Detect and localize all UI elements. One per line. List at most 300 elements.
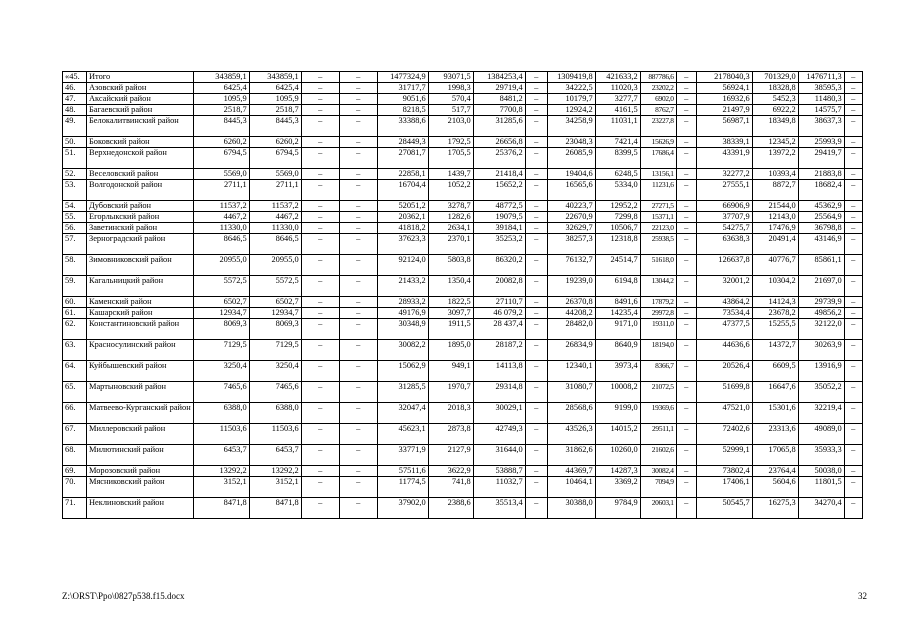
table-row <box>63 83 863 94</box>
cell-c6: 1792,5 <box>428 137 473 148</box>
cell-c11: 13156,1 <box>640 169 676 180</box>
table-row <box>63 308 863 319</box>
district-name: Белокалитвинский район <box>87 116 194 137</box>
cell-c8: – <box>525 276 547 297</box>
cell-c12: – <box>676 319 696 340</box>
row-number: 60. <box>63 297 87 308</box>
cell-c9: 28568,6 <box>547 403 595 424</box>
cell-c12: – <box>676 424 696 445</box>
cell-c3: – <box>301 276 339 297</box>
cell-c1: 5572,5 <box>193 276 249 297</box>
cell-c6: 1998,3 <box>428 83 473 94</box>
cell-c2: 7129,5 <box>249 340 301 361</box>
cell-c14: 14124,3 <box>752 297 798 308</box>
cell-c6: 1970,7 <box>428 382 473 403</box>
cell-c3: – <box>301 223 339 234</box>
cell-c15: 13916,9 <box>798 361 844 382</box>
cell-c4: – <box>339 498 377 519</box>
cell-c13: 32277,2 <box>696 169 752 180</box>
footer-page-number: 32 <box>858 591 867 601</box>
cell-c14: 12143,0 <box>752 212 798 223</box>
cell-c2: 8471,8 <box>249 498 301 519</box>
cell-c1: 7465,6 <box>193 382 249 403</box>
row-number: 50. <box>63 137 87 148</box>
cell-c13: 72402,6 <box>696 424 752 445</box>
cell-c6: 1822,5 <box>428 297 473 308</box>
cell-c1: 6425,4 <box>193 83 249 94</box>
district-name: Итого <box>87 72 194 83</box>
cell-c7: 31644,0 <box>473 445 525 466</box>
cell-c1: 7129,5 <box>193 340 249 361</box>
cell-c3: – <box>301 340 339 361</box>
cell-c14: 16647,6 <box>752 382 798 403</box>
cell-c9: 43526,3 <box>547 424 595 445</box>
cell-c16: – <box>844 116 862 137</box>
cell-c6: 1052,2 <box>428 180 473 201</box>
cell-c13: 50545,7 <box>696 498 752 519</box>
cell-c8: – <box>525 223 547 234</box>
cell-c4: – <box>339 223 377 234</box>
cell-c10: 14287,3 <box>595 466 640 477</box>
cell-c12: – <box>676 137 696 148</box>
cell-c16: – <box>844 255 862 276</box>
cell-c4: – <box>339 234 377 255</box>
cell-c12: – <box>676 255 696 276</box>
cell-c1: 6794,5 <box>193 148 249 169</box>
cell-c8: – <box>525 308 547 319</box>
cell-c8: – <box>525 201 547 212</box>
cell-c10: 14015,2 <box>595 424 640 445</box>
cell-c11: 27271,5 <box>640 201 676 212</box>
cell-c7: 14113,8 <box>473 361 525 382</box>
district-name: Веселовский район <box>87 169 194 180</box>
cell-c15: 29419,7 <box>798 148 844 169</box>
table-row <box>63 234 863 255</box>
cell-c6: 2873,8 <box>428 424 473 445</box>
cell-c11: 51618,0 <box>640 255 676 276</box>
cell-c6: 3622,9 <box>428 466 473 477</box>
table-row <box>63 382 863 403</box>
cell-c15: 35052,2 <box>798 382 844 403</box>
cell-c12: – <box>676 382 696 403</box>
row-number: «45. <box>63 72 87 83</box>
cell-c9: 26834,9 <box>547 340 595 361</box>
cell-c15: 36798,8 <box>798 223 844 234</box>
cell-c6: 1895,0 <box>428 340 473 361</box>
cell-c10: 4161,5 <box>595 105 640 116</box>
cell-c14: 15301,6 <box>752 403 798 424</box>
cell-c13: 47377,5 <box>696 319 752 340</box>
cell-c13: 21497,9 <box>696 105 752 116</box>
row-number: 56. <box>63 223 87 234</box>
cell-c10: 5334,0 <box>595 180 640 201</box>
cell-c4: – <box>339 276 377 297</box>
district-name: Миллеровский район <box>87 424 194 445</box>
cell-c11: 29511,1 <box>640 424 676 445</box>
cell-c9: 30388,0 <box>547 498 595 519</box>
cell-c4: – <box>339 308 377 319</box>
cell-c6: 3278,7 <box>428 201 473 212</box>
cell-c8: – <box>525 83 547 94</box>
cell-c1: 6453,7 <box>193 445 249 466</box>
cell-c15: 50038,0 <box>798 466 844 477</box>
cell-c2: 6502,7 <box>249 297 301 308</box>
cell-c7: 8481,2 <box>473 94 525 105</box>
cell-c8: – <box>525 180 547 201</box>
cell-c9: 40223,7 <box>547 201 595 212</box>
cell-c9: 16565,6 <box>547 180 595 201</box>
cell-c3: – <box>301 116 339 137</box>
cell-c5: 31285,5 <box>377 382 428 403</box>
cell-c16: – <box>844 72 862 83</box>
cell-c14: 17476,9 <box>752 223 798 234</box>
table-row <box>63 116 863 137</box>
cell-c7: 27110,7 <box>473 297 525 308</box>
cell-c16: – <box>844 83 862 94</box>
cell-c4: – <box>339 105 377 116</box>
row-number: 63. <box>63 340 87 361</box>
cell-c4: – <box>339 477 377 498</box>
table-row <box>63 424 863 445</box>
cell-c8: – <box>525 169 547 180</box>
table-row <box>63 148 863 169</box>
cell-c10: 421633,2 <box>595 72 640 83</box>
cell-c13: 2178040,3 <box>696 72 752 83</box>
row-number: 70. <box>63 477 87 498</box>
table-row <box>63 297 863 308</box>
district-name: Красносулинский район <box>87 340 194 361</box>
cell-c11: 20603,1 <box>640 498 676 519</box>
cell-c2: 3250,4 <box>249 361 301 382</box>
cell-c6: 2103,0 <box>428 116 473 137</box>
cell-c2: 8445,3 <box>249 116 301 137</box>
cell-c11: 18194,0 <box>640 340 676 361</box>
row-number: 48. <box>63 105 87 116</box>
cell-c11: 30082,4 <box>640 466 676 477</box>
cell-c13: 56924,1 <box>696 83 752 94</box>
table-row <box>63 105 863 116</box>
cell-c2: 2711,1 <box>249 180 301 201</box>
cell-c16: – <box>844 234 862 255</box>
cell-c1: 20955,0 <box>193 255 249 276</box>
cell-c16: – <box>844 403 862 424</box>
cell-c6: 2127,9 <box>428 445 473 466</box>
cell-c2: 4467,2 <box>249 212 301 223</box>
cell-c9: 44369,7 <box>547 466 595 477</box>
row-number: 58. <box>63 255 87 276</box>
cell-c1: 343859,1 <box>193 72 249 83</box>
cell-c10: 6248,5 <box>595 169 640 180</box>
cell-c15: 25564,9 <box>798 212 844 223</box>
cell-c16: – <box>844 137 862 148</box>
row-number: 52. <box>63 169 87 180</box>
cell-c14: 23678,2 <box>752 308 798 319</box>
cell-c15: 11801,5 <box>798 477 844 498</box>
cell-c5: 27081,7 <box>377 148 428 169</box>
cell-c7: 29314,8 <box>473 382 525 403</box>
cell-c11: 887786,6 <box>640 72 676 83</box>
cell-c8: – <box>525 382 547 403</box>
cell-c12: – <box>676 477 696 498</box>
district-name: Егорлыкский район <box>87 212 194 223</box>
cell-c14: 5604,6 <box>752 477 798 498</box>
cell-c13: 38339,1 <box>696 137 752 148</box>
cell-c8: – <box>525 105 547 116</box>
cell-c12: – <box>676 308 696 319</box>
district-name: Верхнедонской район <box>87 148 194 169</box>
district-name: Морозовский район <box>87 466 194 477</box>
cell-c6: 949,1 <box>428 361 473 382</box>
cell-c3: – <box>301 382 339 403</box>
cell-c6: 5803,8 <box>428 255 473 276</box>
cell-c3: – <box>301 148 339 169</box>
cell-c13: 17406,1 <box>696 477 752 498</box>
cell-c4: – <box>339 424 377 445</box>
cell-c14: 18328,8 <box>752 83 798 94</box>
cell-c1: 4467,2 <box>193 212 249 223</box>
cell-c15: 14575,7 <box>798 105 844 116</box>
district-name: Милютинский район <box>87 445 194 466</box>
cell-c1: 5569,0 <box>193 169 249 180</box>
cell-c13: 66906,9 <box>696 201 752 212</box>
district-name: Азовский район <box>87 83 194 94</box>
cell-c6: 2018,3 <box>428 403 473 424</box>
cell-c3: – <box>301 72 339 83</box>
cell-c10: 10260,0 <box>595 445 640 466</box>
district-name: Заветинский район <box>87 223 194 234</box>
cell-c4: – <box>339 212 377 223</box>
cell-c1: 6502,7 <box>193 297 249 308</box>
cell-c8: – <box>525 72 547 83</box>
cell-c9: 19404,6 <box>547 169 595 180</box>
row-number: 68. <box>63 445 87 466</box>
cell-c1: 6388,0 <box>193 403 249 424</box>
cell-c13: 32001,2 <box>696 276 752 297</box>
cell-c6: 93071,5 <box>428 72 473 83</box>
cell-c2: 5569,0 <box>249 169 301 180</box>
cell-c10: 12318,8 <box>595 234 640 255</box>
cell-c13: 20526,4 <box>696 361 752 382</box>
cell-c6: 1705,5 <box>428 148 473 169</box>
cell-c2: 11503,6 <box>249 424 301 445</box>
district-name: Кагальницкий район <box>87 276 194 297</box>
cell-c15: 35933,3 <box>798 445 844 466</box>
cell-c11: 22123,0 <box>640 223 676 234</box>
cell-c4: – <box>339 445 377 466</box>
cell-c4: – <box>339 466 377 477</box>
cell-c11: 6902,0 <box>640 94 676 105</box>
cell-c7: 86320,2 <box>473 255 525 276</box>
cell-c10: 10506,7 <box>595 223 640 234</box>
row-number: 67. <box>63 424 87 445</box>
cell-c9: 76132,7 <box>547 255 595 276</box>
cell-c5: 33771,9 <box>377 445 428 466</box>
cell-c10: 10008,2 <box>595 382 640 403</box>
cell-c9: 34222,5 <box>547 83 595 94</box>
cell-c14: 12345,2 <box>752 137 798 148</box>
footer-file-path: Z:\ORST\Ppo\0827p538.f15.docx <box>62 591 185 601</box>
cell-c13: 51699,8 <box>696 382 752 403</box>
cell-c12: – <box>676 403 696 424</box>
cell-c12: – <box>676 212 696 223</box>
cell-c8: – <box>525 466 547 477</box>
cell-c10: 7421,4 <box>595 137 640 148</box>
cell-c9: 1309419,8 <box>547 72 595 83</box>
cell-c8: – <box>525 498 547 519</box>
district-name: Кашарский район <box>87 308 194 319</box>
cell-c12: – <box>676 180 696 201</box>
cell-c11: 21602,6 <box>640 445 676 466</box>
cell-c10: 3973,4 <box>595 361 640 382</box>
cell-c3: – <box>301 498 339 519</box>
row-number: 46. <box>63 83 87 94</box>
cell-c8: – <box>525 297 547 308</box>
cell-c2: 6425,4 <box>249 83 301 94</box>
cell-c16: – <box>844 148 862 169</box>
cell-c4: – <box>339 148 377 169</box>
cell-c13: 54275,7 <box>696 223 752 234</box>
row-number: 54. <box>63 201 87 212</box>
cell-c13: 44636,6 <box>696 340 752 361</box>
cell-c14: 20491,4 <box>752 234 798 255</box>
cell-c3: – <box>301 445 339 466</box>
cell-c4: – <box>339 94 377 105</box>
cell-c12: – <box>676 94 696 105</box>
row-number: 57. <box>63 234 87 255</box>
cell-c15: 1476711,3 <box>798 72 844 83</box>
cell-c16: – <box>844 498 862 519</box>
district-name: Зерноградский район <box>87 234 194 255</box>
cell-c2: 20955,0 <box>249 255 301 276</box>
cell-c16: – <box>844 361 862 382</box>
cell-c9: 10179,7 <box>547 94 595 105</box>
cell-c12: – <box>676 223 696 234</box>
cell-c5: 30082,2 <box>377 340 428 361</box>
cell-c14: 701329,0 <box>752 72 798 83</box>
cell-c9: 26085,9 <box>547 148 595 169</box>
cell-c7: 20082,8 <box>473 276 525 297</box>
row-number: 69. <box>63 466 87 477</box>
cell-c16: – <box>844 223 862 234</box>
table-body <box>63 72 863 519</box>
cell-c14: 16275,3 <box>752 498 798 519</box>
cell-c4: – <box>339 72 377 83</box>
cell-c6: 2370,1 <box>428 234 473 255</box>
cell-c11: 29972,8 <box>640 308 676 319</box>
row-number: 51. <box>63 148 87 169</box>
cell-c13: 47521,0 <box>696 403 752 424</box>
cell-c8: – <box>525 255 547 276</box>
cell-c3: – <box>301 180 339 201</box>
cell-c1: 11330,0 <box>193 223 249 234</box>
cell-c14: 8872,7 <box>752 180 798 201</box>
row-number: 62. <box>63 319 87 340</box>
cell-c11: 25938,5 <box>640 234 676 255</box>
cell-c9: 32629,7 <box>547 223 595 234</box>
cell-c16: – <box>844 297 862 308</box>
cell-c7: 19079,5 <box>473 212 525 223</box>
cell-c11: 13044,2 <box>640 276 676 297</box>
cell-c13: 126637,8 <box>696 255 752 276</box>
cell-c8: – <box>525 319 547 340</box>
cell-c15: 49856,2 <box>798 308 844 319</box>
district-name: Багаевский район <box>87 105 194 116</box>
cell-c16: – <box>844 319 862 340</box>
district-name: Куйбышевский район <box>87 361 194 382</box>
cell-c10: 6194,8 <box>595 276 640 297</box>
cell-c1: 2711,1 <box>193 180 249 201</box>
cell-c16: – <box>844 180 862 201</box>
cell-c3: – <box>301 477 339 498</box>
cell-c3: – <box>301 105 339 116</box>
cell-c13: 16932,6 <box>696 94 752 105</box>
cell-c12: – <box>676 445 696 466</box>
cell-c12: – <box>676 201 696 212</box>
cell-c10: 9199,0 <box>595 403 640 424</box>
cell-c9: 44208,2 <box>547 308 595 319</box>
cell-c14: 40776,7 <box>752 255 798 276</box>
table-row <box>63 94 863 105</box>
cell-c5: 20362,1 <box>377 212 428 223</box>
cell-c1: 6260,2 <box>193 137 249 148</box>
table-row <box>63 180 863 201</box>
cell-c5: 8218,5 <box>377 105 428 116</box>
cell-c2: 6260,2 <box>249 137 301 148</box>
cell-c14: 17065,8 <box>752 445 798 466</box>
cell-c12: – <box>676 72 696 83</box>
cell-c12: – <box>676 466 696 477</box>
table-row <box>63 169 863 180</box>
cell-c15: 38637,3 <box>798 116 844 137</box>
cell-c12: – <box>676 116 696 137</box>
cell-c1: 8646,5 <box>193 234 249 255</box>
cell-c9: 10464,1 <box>547 477 595 498</box>
cell-c5: 57511,6 <box>377 466 428 477</box>
cell-c2: 8646,5 <box>249 234 301 255</box>
cell-c6: 3097,7 <box>428 308 473 319</box>
cell-c7: 7700,8 <box>473 105 525 116</box>
cell-c13: 56987,1 <box>696 116 752 137</box>
cell-c13: 43864,2 <box>696 297 752 308</box>
cell-c3: – <box>301 212 339 223</box>
cell-c10: 9784,9 <box>595 498 640 519</box>
cell-c3: – <box>301 83 339 94</box>
table-row <box>63 212 863 223</box>
cell-c5: 22858,1 <box>377 169 428 180</box>
cell-c1: 11503,6 <box>193 424 249 445</box>
cell-c14: 5452,3 <box>752 94 798 105</box>
cell-c6: 570,4 <box>428 94 473 105</box>
cell-c15: 43146,9 <box>798 234 844 255</box>
cell-c7: 21418,4 <box>473 169 525 180</box>
cell-c5: 21433,2 <box>377 276 428 297</box>
cell-c7: 35253,2 <box>473 234 525 255</box>
table-row <box>63 137 863 148</box>
cell-c2: 13292,2 <box>249 466 301 477</box>
cell-c4: – <box>339 180 377 201</box>
cell-c5: 33388,6 <box>377 116 428 137</box>
row-number: 53. <box>63 180 87 201</box>
cell-c11: 15371,1 <box>640 212 676 223</box>
cell-c8: – <box>525 403 547 424</box>
cell-c4: – <box>339 361 377 382</box>
cell-c13: 73534,4 <box>696 308 752 319</box>
cell-c8: – <box>525 340 547 361</box>
cell-c16: – <box>844 424 862 445</box>
district-name: Аксайский район <box>87 94 194 105</box>
row-number: 61. <box>63 308 87 319</box>
district-name: Боковский район <box>87 137 194 148</box>
